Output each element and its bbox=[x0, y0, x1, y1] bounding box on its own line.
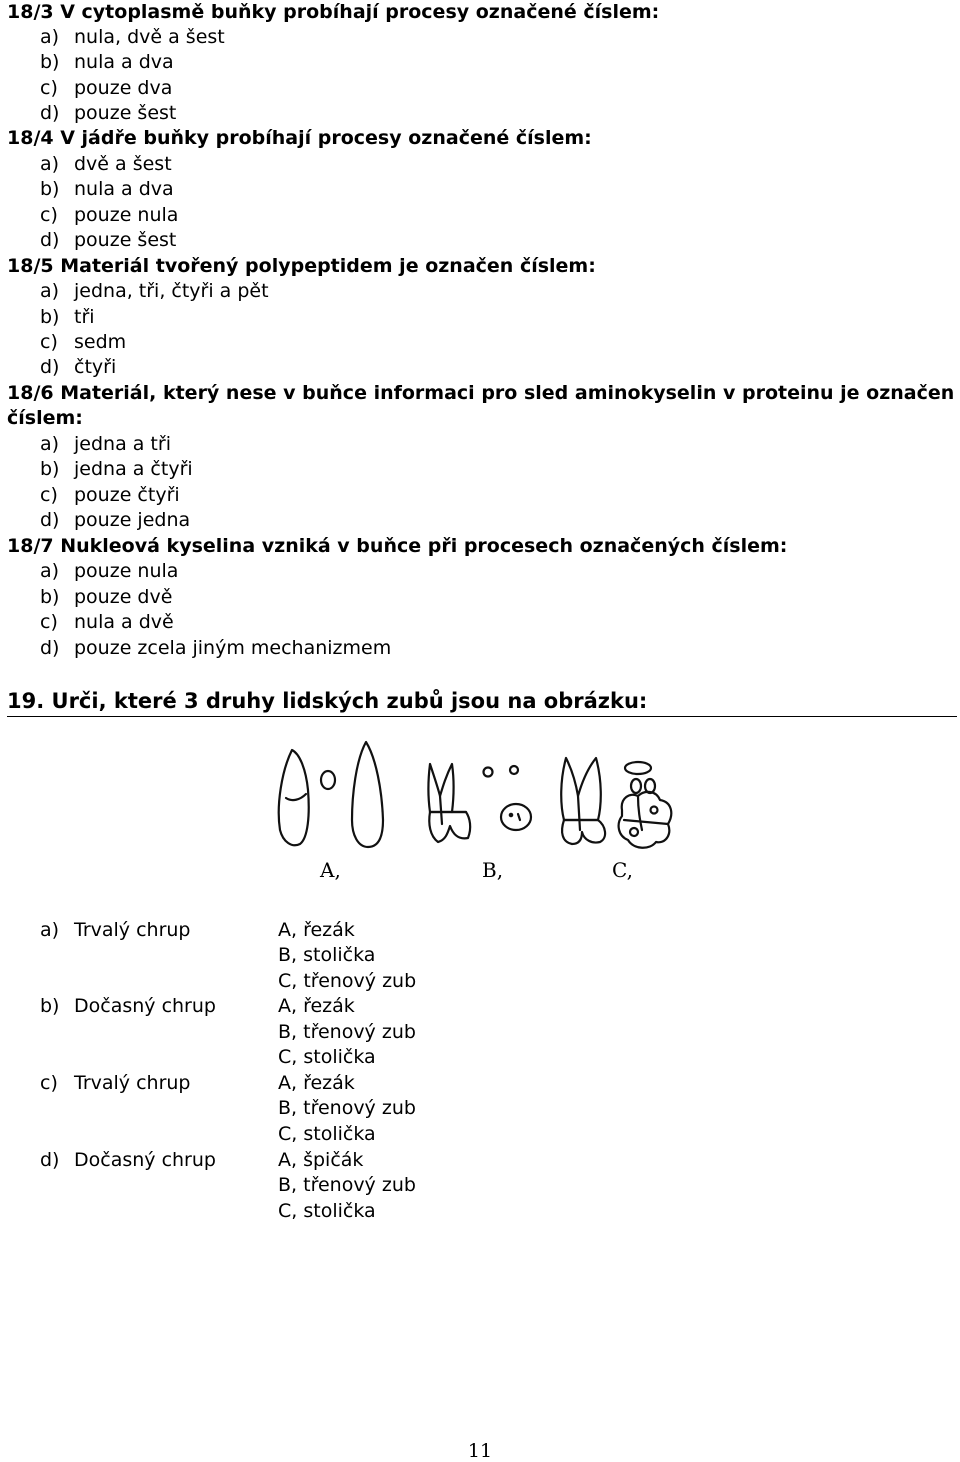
option-18-7-d bbox=[40, 636, 391, 661]
answer-text: Dočasný chrup bbox=[74, 1149, 216, 1171]
figure-label-c: C, bbox=[612, 858, 633, 882]
answer-c-line-2: B, třenový zub bbox=[278, 1097, 416, 1119]
option-letter: a) bbox=[40, 153, 60, 175]
option-18-6-b bbox=[40, 457, 193, 482]
answer-letter: b) bbox=[40, 995, 60, 1017]
answer-letter: d) bbox=[40, 1149, 60, 1171]
question-18-6-title: 18/6 Materiál, který nese v buňce informaci pro sled aminokyselin v proteinu je označen bbox=[7, 382, 955, 404]
option-letter: d) bbox=[40, 356, 60, 378]
option-letter: a) bbox=[40, 26, 60, 48]
figure-label-b: B, bbox=[482, 858, 504, 882]
answer-a-line-3: C, třenový zub bbox=[278, 970, 417, 992]
option-text: pouze šest bbox=[74, 229, 177, 251]
answer-b-line-3: C, stolička bbox=[278, 1046, 376, 1068]
option-text: tři bbox=[74, 306, 95, 328]
option-text: pouze šest bbox=[74, 102, 177, 124]
option-18-5-a bbox=[40, 279, 269, 304]
option-letter: d) bbox=[40, 229, 60, 251]
option-text: pouze nula bbox=[74, 560, 179, 582]
option-text: čtyři bbox=[74, 356, 117, 378]
option-18-3-b bbox=[40, 50, 174, 75]
question-18-6-title-cont: číslem: bbox=[7, 407, 83, 429]
option-letter: a) bbox=[40, 560, 60, 582]
option-text: sedm bbox=[74, 331, 127, 353]
answer-a-line-1: A, řezák bbox=[278, 919, 355, 941]
option-letter: a) bbox=[40, 433, 60, 455]
option-letter: d) bbox=[40, 102, 60, 124]
option-letter: b) bbox=[40, 51, 60, 73]
option-text: pouze nula bbox=[74, 204, 179, 226]
answer-c-label bbox=[40, 1071, 190, 1096]
question-18-7-title: 18/7 Nukleová kyselina vzniká v buňce při procesech označených číslem: bbox=[7, 535, 788, 557]
option-18-5-d bbox=[40, 355, 116, 380]
option-18-5-b bbox=[40, 305, 95, 330]
option-text: jedna a čtyři bbox=[74, 458, 193, 480]
option-letter: b) bbox=[40, 458, 60, 480]
option-18-4-c bbox=[40, 203, 178, 228]
option-18-3-a bbox=[40, 25, 225, 50]
answer-a-label bbox=[40, 918, 190, 943]
answer-b-label bbox=[40, 994, 216, 1019]
option-text: jedna a tři bbox=[74, 433, 171, 455]
teeth-figure bbox=[262, 720, 702, 900]
option-18-5-c bbox=[40, 330, 126, 355]
option-18-7-a bbox=[40, 559, 178, 584]
option-text: nula a dva bbox=[74, 178, 174, 200]
option-18-3-d bbox=[40, 101, 176, 126]
option-text: pouze dvě bbox=[74, 586, 173, 608]
answer-b-line-1: A, řezák bbox=[278, 995, 355, 1017]
answer-text: Dočasný chrup bbox=[74, 995, 216, 1017]
option-letter: c) bbox=[40, 611, 58, 633]
option-text: pouze dva bbox=[74, 77, 173, 99]
answer-b-line-2: B, třenový zub bbox=[278, 1021, 416, 1043]
option-letter: a) bbox=[40, 280, 60, 302]
answer-d-label bbox=[40, 1148, 216, 1173]
answer-letter: a) bbox=[40, 919, 60, 941]
option-18-4-d bbox=[40, 228, 176, 253]
option-letter: d) bbox=[40, 637, 60, 659]
page-number: 11 bbox=[467, 1440, 493, 1462]
answer-c-line-1: A, řezák bbox=[278, 1072, 355, 1094]
option-text: nula, dvě a šest bbox=[74, 26, 225, 48]
option-text: pouze jedna bbox=[74, 509, 191, 531]
figure-label-a: A, bbox=[320, 858, 341, 882]
answer-letter: c) bbox=[40, 1072, 58, 1094]
option-18-4-a bbox=[40, 152, 172, 177]
option-text: nula a dva bbox=[74, 51, 174, 73]
option-text: jedna, tři, čtyři a pět bbox=[74, 280, 269, 302]
question-18-5-title: 18/5 Materiál tvořený polypeptidem je označen číslem: bbox=[7, 255, 596, 277]
question-18-3-title: 18/3 V cytoplasmě buňky probíhají procesy označené číslem: bbox=[7, 1, 660, 23]
option-18-3-c bbox=[40, 76, 172, 101]
answer-a-line-2: B, stolička bbox=[278, 944, 376, 966]
option-letter: b) bbox=[40, 178, 60, 200]
option-text: nula a dvě bbox=[74, 611, 174, 633]
option-letter: c) bbox=[40, 331, 58, 353]
question-19-title: 19. Urči, které 3 druhy lidských zubů jsou na obrázku: bbox=[7, 689, 648, 713]
option-18-7-c bbox=[40, 610, 174, 635]
question-18-4-title: 18/4 V jádře buňky probíhají procesy označené číslem: bbox=[7, 127, 592, 149]
answer-d-line-1: A, špičák bbox=[278, 1149, 364, 1171]
option-text: pouze čtyři bbox=[74, 484, 180, 506]
option-letter: c) bbox=[40, 484, 58, 506]
option-letter: b) bbox=[40, 586, 60, 608]
option-18-6-a bbox=[40, 432, 171, 457]
option-letter: d) bbox=[40, 509, 60, 531]
answer-text: Trvalý chrup bbox=[74, 1072, 191, 1094]
option-18-6-c bbox=[40, 483, 180, 508]
option-18-7-b bbox=[40, 585, 172, 610]
option-letter: c) bbox=[40, 204, 58, 226]
answer-d-line-2: B, třenový zub bbox=[278, 1174, 416, 1196]
option-text: pouze zcela jiným mechanizmem bbox=[74, 637, 392, 659]
answer-text: Trvalý chrup bbox=[74, 919, 191, 941]
option-letter: b) bbox=[40, 306, 60, 328]
option-18-6-d bbox=[40, 508, 190, 533]
answer-d-line-3: C, stolička bbox=[278, 1200, 376, 1222]
heading-underline bbox=[7, 716, 957, 717]
option-text: dvě a šest bbox=[74, 153, 172, 175]
answer-c-line-3: C, stolička bbox=[278, 1123, 376, 1145]
option-letter: c) bbox=[40, 77, 58, 99]
option-18-4-b bbox=[40, 177, 174, 202]
